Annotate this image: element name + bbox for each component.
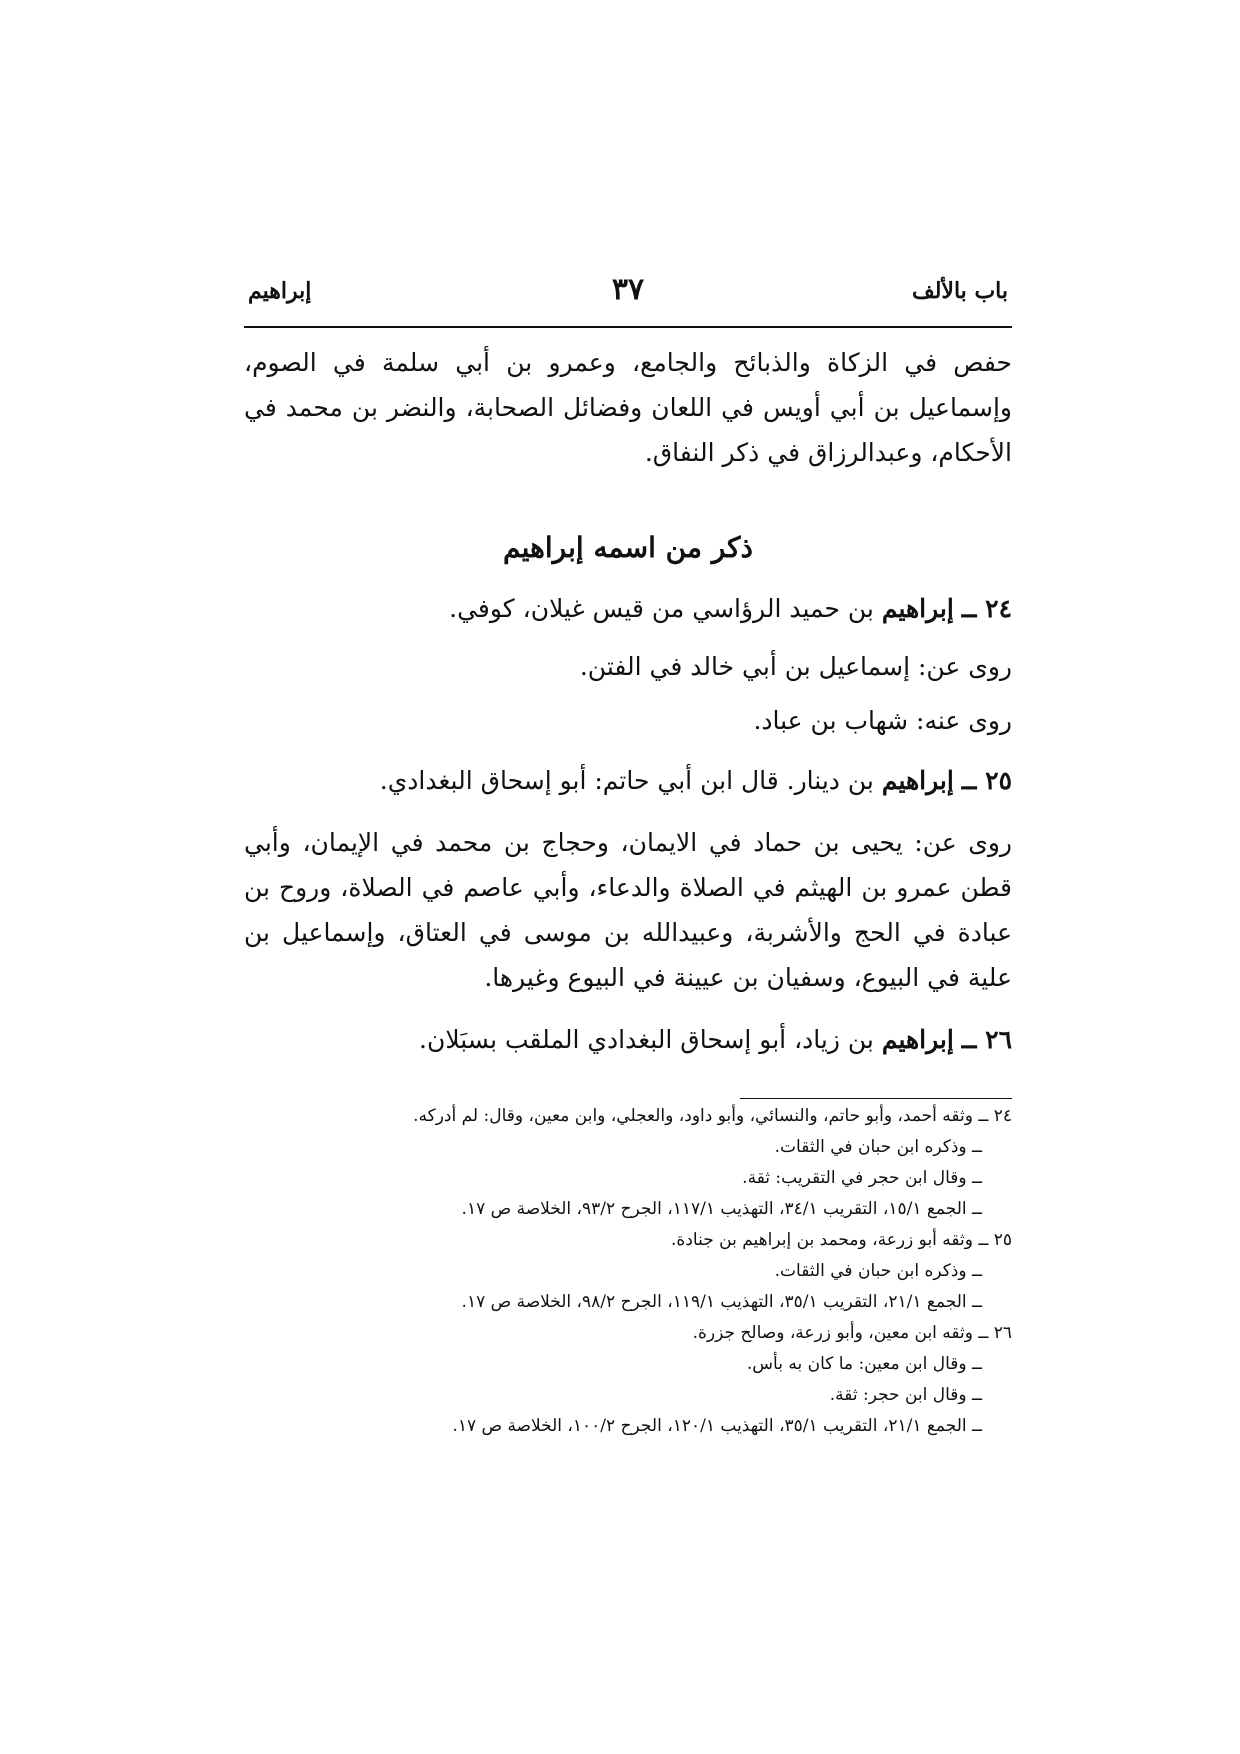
page-number: ٣٧: [611, 272, 645, 307]
footnote-line: ٢٤ ــ وثقه أحمد، وأبو حاتم، والنسائي، وأبو داود، والعجلي، وابن معين، وقال: لم أدركه.: [413, 1106, 1012, 1126]
header-rule: [244, 326, 1012, 328]
section-title: ذكر من اسمه إبراهيم: [503, 531, 753, 564]
footnote-line: ٢٥ ــ وثقه أبو زرعة، ومحمد بن إبراهيم بن جنادة.: [671, 1230, 1012, 1250]
entry-name: إبراهيم: [881, 1025, 954, 1054]
entry-number: ٢٦ ــ: [961, 1025, 1012, 1054]
entry-name: إبراهيم: [881, 594, 954, 623]
page-header: [248, 272, 1008, 320]
entry-number: ٢٤ ــ: [961, 594, 1012, 623]
footnote-line: ٢٦ ــ وثقه ابن معين، وأبو زرعة، وصالح جزرة.: [692, 1323, 1012, 1343]
footnote-rule: [740, 1098, 1012, 1099]
footnote-line: ــ الجمع ١٥/١، التقريب ٣٤/١، التهذيب ١١٧/١، الجرح ٩٣/٢، الخلاصة ص ١٧.: [461, 1199, 982, 1219]
entry-26-heading: [419, 1025, 1012, 1054]
footnote-line: ــ وقال ابن حجر: ثقة.: [829, 1385, 982, 1405]
footnote-line: ــ الجمع ٢١/١، التقريب ٣٥/١، التهذيب ١١٩/١، الجرح ٩٨/٢، الخلاصة ص ١٧.: [461, 1292, 982, 1312]
continuation-paragraph: حفص في الزكاة والذبائح والجامع، وعمرو بن أبي سلمة في الصوم، وإسماعيل بن أبي أويس في اللعان وفضائل الصحابة، والنضر بن محمد في الأحكام، وعبدالرزاق في ذكر النفاق.: [244, 348, 1012, 467]
entry-text: بن حميد الرؤاسي من قيس غيلان، كوفي.: [449, 594, 874, 623]
footnote-line: ــ وقال ابن معين: ما كان به بأس.: [746, 1354, 982, 1374]
entry-25-rawa-an: روى عن: يحيى بن حماد في الايمان، وحجاج بن محمد في الإيمان، وأبي قطن عمرو بن الهيثم في الصلاة والدعاء، وأبي عاصم في الصلاة، وروح بن عبادة في الحج والأشربة، وعبيدالله بن موسى في العتاق، وإسماعيل بن علية في البيوع، وسفيان بن عيينة في البيوع وغيرها.: [244, 828, 1012, 992]
entry-25-heading: [380, 766, 1012, 795]
entry-name: إبراهيم: [881, 766, 954, 795]
footnote-line: ــ الجمع ٢١/١، التقريب ٣٥/١، التهذيب ١٢٠/١، الجرح ١٠٠/٢، الخلاصة ص ١٧.: [452, 1416, 982, 1436]
entry-text: بن دينار. قال ابن أبي حاتم: أبو إسحاق البغدادي.: [379, 766, 874, 795]
entry-24-heading: [449, 594, 1012, 623]
footnote-line: ــ وذكره ابن حبان في الثقات.: [774, 1261, 982, 1281]
entry-text: بن زياد، أبو إسحاق البغدادي الملقب بسبَلان.: [419, 1025, 874, 1054]
footnote-line: ــ وقال ابن حجر في التقريب: ثقة.: [742, 1168, 982, 1188]
chapter-heading: باب بالألف: [911, 278, 1008, 304]
entry-24-rawa-an: روى عن: إسماعيل بن أبي خالد في الفتن.: [579, 652, 1012, 681]
entry-number: ٢٥ ــ: [961, 766, 1012, 795]
running-title: إبراهيم: [248, 278, 312, 304]
entry-24-rawa-anhu: روى عنه: شهاب بن عباد.: [753, 706, 1012, 735]
footnote-line: ــ وذكره ابن حبان في الثقات.: [774, 1137, 982, 1157]
